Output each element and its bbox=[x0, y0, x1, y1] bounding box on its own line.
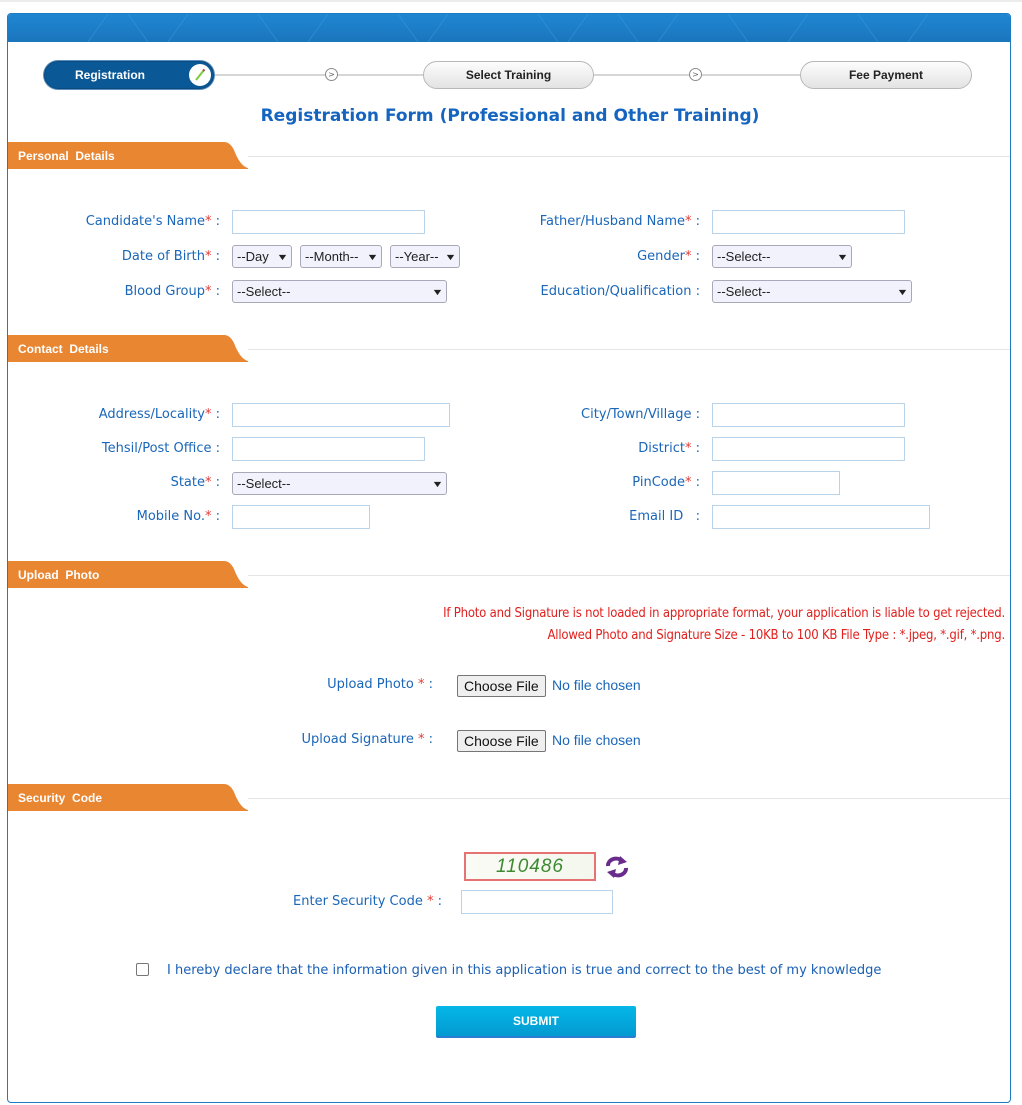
section-divider bbox=[248, 349, 1011, 350]
section-header-security bbox=[8, 784, 1011, 812]
dob-month-select[interactable]: --Month-- ▼ bbox=[300, 245, 382, 268]
chevron-down-icon: ▼ bbox=[896, 286, 909, 297]
security-code-input[interactable] bbox=[461, 890, 613, 914]
email-input[interactable] bbox=[712, 505, 930, 529]
father-name-input[interactable] bbox=[712, 210, 905, 234]
upload-warning: If Photo and Signature is not loaded in appropriate format, your application is liable to get rejected. bbox=[443, 606, 1005, 621]
pencil-icon bbox=[189, 64, 211, 86]
page-title: Registration Form (Professional and Other Training) bbox=[260, 106, 760, 126]
signature-file-status: No file chosen bbox=[552, 732, 641, 748]
chevron-down-icon: ▼ bbox=[431, 478, 444, 489]
captcha-image: 110486 bbox=[464, 852, 596, 881]
district-input[interactable] bbox=[712, 437, 905, 461]
city-input[interactable] bbox=[712, 403, 905, 427]
photo-file-status: No file chosen bbox=[552, 677, 641, 693]
chevron-down-icon: ▼ bbox=[444, 251, 457, 262]
email-label: Email ID : bbox=[629, 509, 700, 524]
gender-label: Gender* : bbox=[637, 249, 700, 264]
chevron-down-icon: ▼ bbox=[431, 286, 444, 297]
section-title: Upload Photo bbox=[18, 568, 100, 582]
tehsil-input[interactable] bbox=[232, 437, 425, 461]
step-label: Fee Payment bbox=[848, 68, 924, 82]
address-label: Address/Locality* : bbox=[98, 407, 220, 422]
tehsil-label: Tehsil/Post Office : bbox=[101, 441, 220, 456]
section-header-upload bbox=[8, 561, 1011, 589]
blood-group-select[interactable]: --Select-- ▼ bbox=[232, 280, 447, 303]
section-divider bbox=[248, 798, 1011, 799]
section-header-personal bbox=[8, 142, 1011, 170]
district-label: District* : bbox=[638, 441, 700, 456]
education-select[interactable]: --Select-- ▼ bbox=[712, 280, 912, 303]
step-registration[interactable] bbox=[44, 61, 214, 89]
upload-size-info: Allowed Photo and Signature Size - 10KB to 100 KB File Type : *.jpeg, *.gif, *.png. bbox=[547, 628, 1005, 643]
step-label: Registration bbox=[74, 68, 145, 82]
section-divider bbox=[248, 575, 1011, 576]
declaration-checkbox[interactable] bbox=[136, 963, 149, 976]
chevron-down-icon: ▼ bbox=[276, 251, 289, 262]
security-code-label: Enter Security Code * : bbox=[293, 894, 442, 909]
candidate-name-label: Candidate's Name* : bbox=[85, 214, 220, 229]
registration-panel bbox=[7, 13, 1011, 1103]
section-title: Security Code bbox=[18, 791, 103, 805]
state-select[interactable]: --Select-- ▼ bbox=[232, 472, 447, 495]
address-input[interactable] bbox=[232, 403, 450, 427]
chevron-down-icon: ▼ bbox=[366, 251, 379, 262]
section-title: Contact Details bbox=[18, 342, 109, 356]
dob-year-select[interactable]: --Year-- ▼ bbox=[390, 245, 460, 268]
chevron-right-icon: > bbox=[325, 68, 338, 81]
blood-group-label: Blood Group* : bbox=[124, 284, 220, 299]
choose-photo-button[interactable]: Choose File bbox=[457, 675, 546, 697]
chevron-down-icon: ▼ bbox=[836, 251, 849, 262]
refresh-icon[interactable] bbox=[604, 856, 630, 878]
chevron-right-icon: > bbox=[689, 68, 702, 81]
declaration-text: I hereby declare that the information given in this application is true and correct to the best of my knowledge bbox=[167, 963, 882, 978]
submit-button[interactable]: SUBMIT bbox=[436, 1006, 636, 1038]
candidate-name-input[interactable] bbox=[232, 210, 425, 234]
step-fee-payment[interactable] bbox=[800, 61, 972, 89]
mobile-input[interactable] bbox=[232, 505, 370, 529]
step-label: Select Training bbox=[465, 68, 552, 82]
section-title: Personal Details bbox=[18, 149, 115, 163]
pincode-input[interactable] bbox=[712, 471, 840, 495]
choose-signature-button[interactable]: Choose File bbox=[457, 730, 546, 752]
upload-photo-label: Upload Photo * : bbox=[327, 677, 433, 692]
section-divider bbox=[248, 156, 1011, 157]
stepper-connector bbox=[208, 74, 428, 76]
step-select-training[interactable] bbox=[423, 61, 594, 89]
pincode-label: PinCode* : bbox=[632, 475, 700, 490]
state-label: State* : bbox=[170, 475, 220, 490]
progress-stepper bbox=[8, 14, 1010, 114]
city-label: City/Town/Village : bbox=[581, 407, 700, 422]
top-divider bbox=[0, 0, 1022, 2]
education-label: Education/Qualification : bbox=[540, 284, 700, 299]
dob-day-select[interactable]: --Day ▼ bbox=[232, 245, 292, 268]
gender-select[interactable]: --Select-- ▼ bbox=[712, 245, 852, 268]
father-name-label: Father/Husband Name* : bbox=[539, 214, 700, 229]
section-header-contact bbox=[8, 335, 1011, 363]
mobile-label: Mobile No.* : bbox=[136, 509, 220, 524]
upload-signature-label: Upload Signature * : bbox=[301, 732, 433, 747]
dob-label: Date of Birth* : bbox=[121, 249, 220, 264]
